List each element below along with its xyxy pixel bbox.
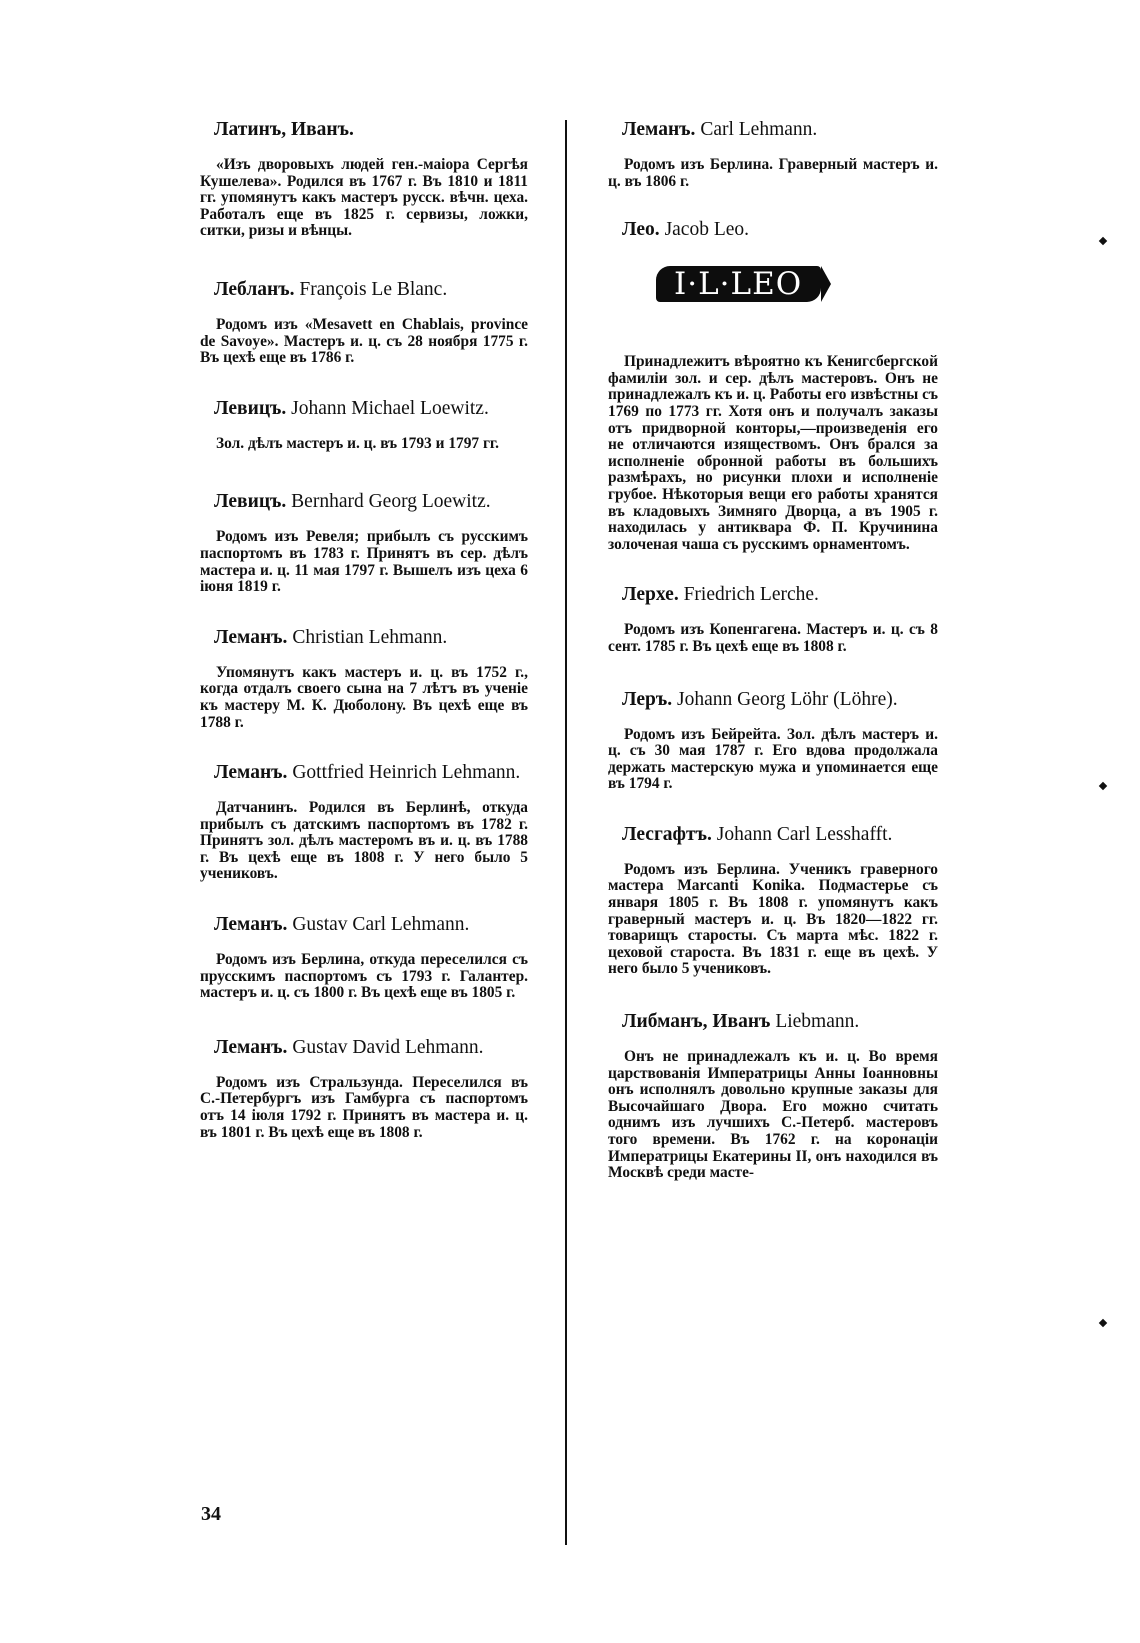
entry-text: Принадлежитъ вѣроятно къ Кенигсбергской фамиліи зол. и сер. дѣлъ мастеровъ. Онъ не принадлежалъ къ и. ц. Работы его извѣстны съ 1769 по 1773 гг. Хотя онъ и получалъ заказы отъ придворной конторы,—произведенія его не отличаются изяществомъ. Онъ брался за исполненіе обронной работы въ большихъ размѣрахъ, но рисунки плохи и исполненіе грубое. Нѣкоторыя вещи его работы хранятся въ кладовыхъ Зимняго Дворца, а въ 1905 г. находилась у антиквара Ф. П. Кручинина золоченая чаша съ русскимъ орнаментомъ.: [608, 353, 938, 553]
entry-name: Леманъ. Christian Lehmann.: [214, 626, 448, 648]
margin-mark-icon: [1099, 237, 1107, 245]
entry-leo: [608, 218, 938, 553]
hallmark-stamp: I·L·LEO: [656, 266, 821, 302]
entry-lewitz-bernhard: [200, 490, 528, 595]
entry-name: Леманъ. Gustav Carl Lehmann.: [214, 914, 470, 936]
entry-name: Левицъ. Bernhard Georg Loewitz.: [214, 491, 491, 513]
entry-loehr: [608, 688, 938, 793]
entry-text: Родомъ изъ Ревеля; прибылъ съ русскимъ паспортомъ въ 1783 г. Принятъ въ сер. дѣлъ мастера и. ц. 11 мая 1797 г. Вышелъ изъ цеха 6 іюня 1819 г.: [200, 528, 528, 596]
entry-text: Родомъ изъ Копенгагена. Мастеръ и. ц. съ 8 сент. 1785 г. Въ цехѣ еще въ 1808 г.: [608, 621, 938, 655]
entry-lehmann-gustav-carl: [200, 913, 528, 1002]
entry-name: Лесгафтъ. Johann Carl Lesshafft.: [622, 823, 893, 845]
right-column: [608, 118, 938, 1182]
entry-name: Леманъ. Gustav David Lehmann.: [214, 1036, 484, 1058]
entry-lerche: [608, 583, 938, 655]
entry-lehmann-gottfried: [200, 761, 528, 883]
entry-lehmann-gustav-david: [200, 1036, 528, 1141]
entry-text: Онъ не принадлежалъ къ и. ц. Во время царствованія Императрицы Анны Іоанновны онъ исполнялъ довольно крупные заказы для Высочайшаго Двора. Его можно считать однимъ изъ лучшихъ С.-Петерб. мастеровъ того времени. Въ 1762 г. на коронаціи Императрицы Екатерины II, онъ находился въ Москвѣ среди масте-: [608, 1048, 938, 1182]
entry-name: Латинъ, Иванъ.: [214, 119, 354, 140]
entry-name: Лерхе. Friedrich Lerche.: [622, 584, 819, 606]
margin-mark-icon: [1099, 782, 1107, 790]
left-column: [200, 118, 528, 1141]
entry-text: «Изъ дворовыхъ людей ген.-маіора Сергѣя Кушелева». Родился въ 1767 г. Въ 1810 и 1811 гг. упомянутъ какъ мастеръ русск. вѣчн. цеха. Работалъ еще въ 1825 г. сервизы, ложки, ситки, ризы и вѣнцы.: [200, 156, 528, 240]
margin-mark-icon: [1099, 1319, 1107, 1327]
entry-name: Левицъ. Johann Michael Loewitz.: [214, 397, 489, 419]
entry-name: Лео. Jacob Leo.: [622, 219, 750, 241]
entry-text: Родомъ изъ Берлина. Ученикъ граверного мастера Marcanti Konika. Подмастерье съ января 1805 г. Въ 1808 г. упомянутъ какъ граверный мастеръ и. ц. Въ 1820—1822 гг. товарищъ старосты. Съ марта мѣс. 1822 г. цеховой староста. Въ 1831 г. еще въ цехѣ. У него было 5 учениковъ.: [608, 860, 938, 978]
entry-text: Родомъ изъ «Mesavett en Chablais, province de Savoye». Мастеръ и. ц. съ 28 ноября 1775 г. Въ цехѣ еще въ 1786 г.: [200, 315, 528, 367]
page-number: 34: [201, 1503, 221, 1525]
entry-leblanc: [200, 278, 528, 367]
entry-text: Родомъ изъ Бейрейта. Зол. дѣлъ мастеръ и. ц. съ 30 мая 1787 г. Его вдова продолжала держать мастерскую мужа и упоминается еще въ 1794 г.: [608, 725, 938, 793]
entry-text: Родомъ изъ Берлина, откуда переселился съ прусскимъ паспортомъ съ 1793 г. Галантер. мастеръ и. ц. съ 1800 г. Въ цехѣ еще въ 1805 г.: [200, 951, 528, 1002]
entry-text: Родомъ изъ Берлина. Граверный мастеръ и. ц. въ 1806 г.: [608, 156, 938, 190]
entry-name: Леръ. Johann Georg Löhr (Löhre).: [622, 688, 898, 710]
entry-name: Либманъ, Иванъ Liebmann.: [622, 1011, 860, 1033]
entry-lehmann-carl: [608, 118, 938, 190]
entry-lesshafft: [608, 823, 938, 978]
entry-name: Леманъ. Gottfried Heinrich Lehmann.: [214, 762, 521, 784]
entry-text: Датчанинъ. Родился въ Берлинѣ, откуда прибылъ съ датскимъ паспортомъ въ 1782 г. Принятъ зол. дѣлъ мастеромъ въ и. ц. въ 1788 г. Въ цехѣ еще въ 1808 г. У него было 5 учениковъ.: [200, 799, 528, 883]
entry-lehmann-christian: [200, 626, 528, 731]
entry-text: Зол. дѣлъ мастеръ и. ц. въ 1793 и 1797 гг.: [216, 434, 500, 452]
entry-text: Родомъ изъ Стральзунда. Переселился въ С.-Петербургъ изъ Гамбурга съ паспортомъ отъ 14 іюля 1792 г. Принятъ въ мастера и. ц. въ 1801 г. Въ цехѣ еще въ 1808 г.: [200, 1073, 528, 1141]
entry-name: Леманъ. Carl Lehmann.: [622, 119, 818, 140]
entry-liebmann: [608, 1010, 938, 1182]
entry-name: Лебланъ. François Le Blanc.: [214, 278, 448, 300]
entry-latin: [200, 118, 528, 240]
entry-lewitz-johann: [200, 397, 528, 453]
entry-text: Упомянутъ какъ мастеръ и. ц. въ 1752 г., когда отдалъ своего сына на 7 лѣтъ въ ученіе къ мастеру М. К. Дюболону. Въ цехѣ еще въ 1788 г.: [200, 663, 528, 731]
column-divider: [565, 120, 567, 1545]
